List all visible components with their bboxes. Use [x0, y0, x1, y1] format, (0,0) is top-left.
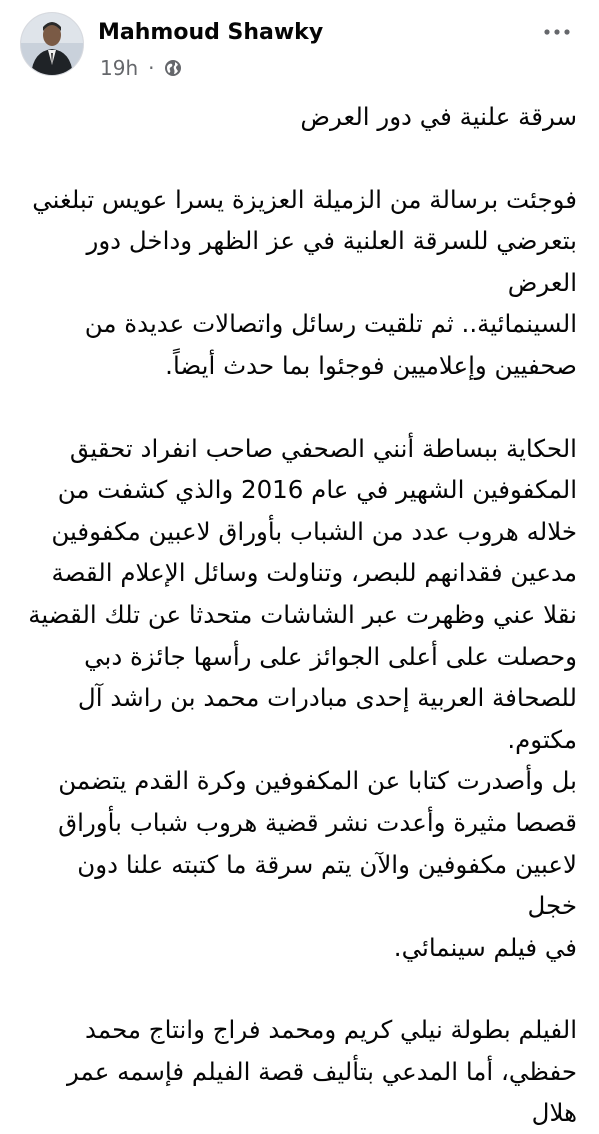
globe-icon[interactable] [164, 59, 182, 77]
text-line: المكفوفين الشهير في عام 2016 والذي كشفت من [57, 475, 577, 505]
post-time[interactable]: 19h [100, 56, 139, 80]
meta-separator: · [148, 56, 155, 80]
more-icon[interactable] [541, 22, 573, 42]
text-line: قصصا مثيرة وأعدت نشر قضية هروب شباب بأوراق [58, 807, 577, 837]
paragraph [28, 179, 577, 387]
text-line: حفظي، أما المدعي بتأليف قصة الفيلم فإسمه عمر هلال [67, 1056, 577, 1128]
text-line: الفيلم بطولة نيلي كريم ومحمد فراج وانتاج محمد [85, 1015, 577, 1045]
text-line: سرقة علنية في دور العرض [300, 102, 577, 131]
text-line: فوجئت برسالة من الزميلة العزيزة يسرا عويس تبلغني [32, 184, 577, 214]
paragraph [28, 428, 577, 761]
author-name[interactable]: Mahmoud Shawky [98, 20, 324, 45]
text-line: الحكاية ببساطة أنني الصحفي صاحب انفراد تحقيق [69, 433, 577, 463]
text-line: صحفيين وإعلاميين فوجئوا بما حدث أيضاً. [165, 350, 577, 380]
text-line: للصحافة العربية إحدى مبادرات محمد بن راشد آل [77, 683, 577, 713]
text-line: وحصلت على أعلى الجوائز على رأسها جائزة دبي [84, 641, 577, 671]
text-line: في فيلم سينمائي. [393, 932, 577, 962]
text-line: نقلا عني وظهرت عبر الشاشات متحدثا عن تلك القضية [28, 599, 577, 629]
text-line: لاعبين مكفوفين والآن يتم سرقة ما كتبته علنا دون خجل [77, 849, 577, 921]
post-text [28, 96, 577, 1134]
paragraph [28, 1009, 577, 1134]
avatar[interactable] [20, 12, 84, 76]
text-line: مدعين فقدانهم للبصر، وتناولت وسائل الإعلام القصة [51, 558, 577, 588]
text-line: بل وأصدرت كتابا عن المكفوفين وكرة القدم يتضمن [58, 766, 577, 796]
text-line: خلاله هروب عدد من الشباب بأوراق لاعبين مكفوفين [51, 516, 577, 546]
post-header [20, 12, 579, 82]
text-line: بتعرضي للسرقة العلنية في عز الظهر وداخل دور العرض [86, 226, 577, 297]
post-meta [100, 56, 182, 80]
text-line: السينمائية.. ثم تلقيت رسائل واتصالات عديدة من [84, 309, 577, 339]
paragraph-title [28, 96, 577, 138]
paragraph [28, 760, 577, 968]
text-line: مكتوم. [507, 724, 577, 754]
